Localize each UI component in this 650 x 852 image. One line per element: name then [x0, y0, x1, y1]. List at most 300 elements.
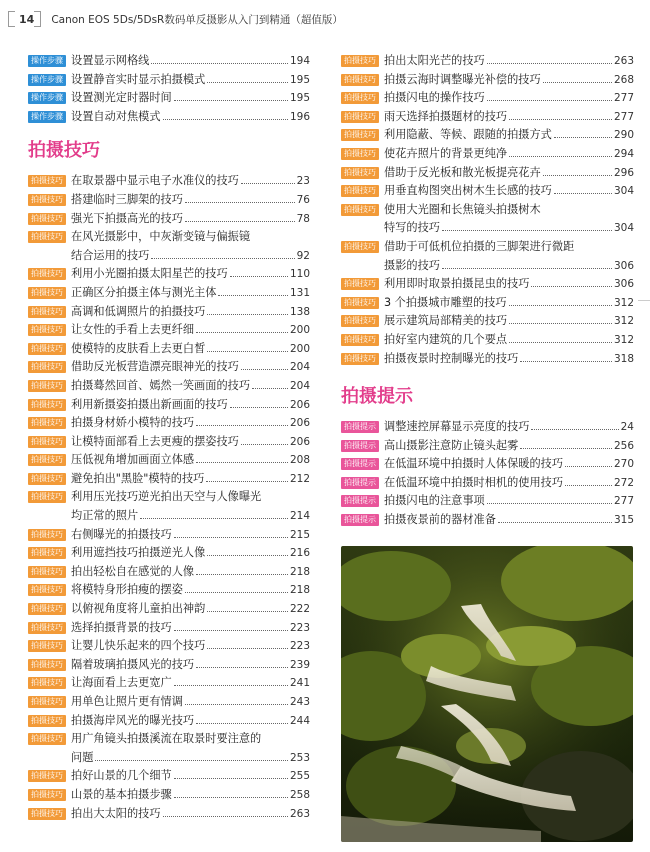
page-ref: 206 — [289, 435, 310, 448]
category-tag: 拍摄技巧 — [341, 167, 379, 179]
entry-text — [71, 656, 310, 675]
page-ref: 312 — [613, 333, 634, 346]
entry-title: 拍摄身材娇小模特的技巧 — [71, 416, 195, 430]
entry-title: 利用遮挡技巧拍摄逆光人像 — [71, 546, 206, 560]
toc-entry[interactable] — [28, 108, 310, 127]
toc-entry[interactable] — [341, 350, 634, 369]
toc-entry[interactable] — [28, 730, 310, 767]
entry-title: 山景的基本拍摄步骤 — [71, 787, 172, 801]
category-tag: 拍摄技巧 — [341, 92, 379, 104]
entry-text — [71, 191, 310, 210]
page-ref: 290 — [613, 129, 634, 142]
toc-entry[interactable] — [28, 656, 310, 675]
waterfall-photo — [341, 546, 633, 842]
entry-title: 右侧曝光的拍摄技巧 — [71, 527, 172, 541]
toc-entry[interactable] — [28, 321, 310, 340]
entry-text — [71, 414, 310, 433]
entry-text — [384, 418, 634, 437]
entry-text — [71, 786, 310, 805]
toc-entry[interactable] — [28, 693, 310, 712]
shooting-notes-list — [341, 418, 634, 530]
page-ref: 256 — [613, 439, 634, 452]
dot-leader — [196, 452, 288, 463]
entry-title: 拍出太阳光芒的技巧 — [384, 54, 485, 67]
dot-leader — [207, 545, 288, 556]
entry-text — [71, 340, 310, 359]
entry-title: 让海面看上去更宽广 — [71, 676, 172, 690]
entry-text — [71, 377, 310, 396]
toc-entry[interactable] — [341, 164, 634, 183]
entry-text — [71, 637, 310, 656]
page-ref: 215 — [289, 528, 310, 541]
entry-title: 设置自动对焦模式 — [71, 109, 161, 123]
entry-title: 压低视角增加画面立体感 — [71, 453, 195, 467]
toc-entry[interactable] — [28, 52, 310, 71]
dot-leader — [207, 601, 288, 612]
toc-entry[interactable] — [28, 581, 310, 600]
dot-leader — [509, 332, 612, 343]
page-ref: 194 — [289, 55, 310, 67]
toc-entry[interactable] — [28, 210, 310, 229]
toc-entry[interactable] — [28, 767, 310, 786]
toc-entry[interactable] — [28, 488, 310, 525]
entry-text — [384, 331, 634, 350]
entry-title: 雨天选择拍摄题材的技巧 — [384, 109, 508, 123]
toc-entry[interactable] — [28, 377, 310, 396]
dot-leader — [207, 304, 288, 315]
toc-entry[interactable] — [28, 544, 310, 563]
entry-text — [71, 303, 310, 322]
toc-entry[interactable] — [28, 712, 310, 731]
entry-title: 拍好山景的几个细节 — [71, 769, 172, 783]
entry-text — [71, 563, 310, 582]
dot-leader — [531, 276, 612, 287]
entry-text — [384, 108, 634, 127]
entry-title: 利用压光技巧逆光拍出天空与人像曝光 — [71, 490, 262, 504]
category-tag: 拍摄技巧 — [28, 715, 66, 727]
page-ref: 304 — [613, 222, 634, 235]
operation-steps-list — [28, 52, 310, 126]
entry-text — [384, 238, 634, 275]
dot-leader — [207, 341, 288, 352]
entry-title: 展示建筑局部精美的技巧 — [384, 314, 508, 328]
category-tag: 拍摄技巧 — [341, 241, 379, 253]
page-ref: 241 — [289, 677, 310, 690]
entry-text — [71, 730, 310, 767]
category-tag: 拍摄提示 — [341, 495, 379, 507]
entry-title: 将模特身形拍瘦的摆姿 — [71, 583, 183, 597]
page-ref: 304 — [613, 185, 634, 198]
entry-title: 使模特的皮肤看上去更白皙 — [71, 341, 206, 355]
dot-leader — [185, 694, 288, 705]
entry-text — [384, 182, 634, 201]
page-ref: 277 — [613, 495, 634, 508]
toc-entry[interactable] — [28, 303, 310, 322]
entry-text — [71, 89, 310, 108]
entry-title: 借助于反光板和散光板提亮花卉 — [384, 165, 541, 179]
page-ref: 212 — [289, 472, 310, 485]
entry-text — [71, 433, 310, 452]
category-tag: 拍摄提示 — [341, 440, 379, 452]
category-tag: 拍摄技巧 — [28, 454, 66, 466]
entry-title: 拍摄蓦然回首、嫣然一笑画面的技巧 — [71, 378, 251, 392]
entry-title: 让婴儿快乐起来的四个技巧 — [71, 639, 206, 653]
entry-text — [71, 210, 310, 229]
entry-text — [384, 437, 634, 456]
category-tag: 拍摄技巧 — [28, 603, 66, 615]
dot-leader — [218, 285, 288, 296]
page-ref: 255 — [289, 770, 310, 783]
dot-leader — [174, 768, 288, 779]
entry-title: 选择拍摄背景的技巧 — [71, 620, 172, 634]
entry-title: 借助于可低机位拍摄的三脚架进行微距 — [384, 239, 575, 253]
entry-title: 让女性的手看上去更纤细 — [71, 323, 195, 337]
toc-entry[interactable] — [28, 265, 310, 284]
category-tag: 拍摄技巧 — [28, 659, 66, 671]
page-ref: 272 — [613, 476, 634, 489]
entry-title: 在低温环境中拍摄时相机的使用技巧 — [384, 475, 564, 489]
dot-leader — [509, 295, 612, 306]
entry-title: 利用小光圈拍摄太阳星芒的技巧 — [71, 267, 228, 281]
toc-entry[interactable] — [341, 492, 634, 511]
page-ref: 110 — [289, 268, 310, 281]
category-tag: 拍摄提示 — [341, 477, 379, 489]
category-tag: 操作步骤 — [28, 111, 66, 123]
entry-text — [384, 455, 634, 474]
entry-text — [71, 321, 310, 340]
toc-entry[interactable] — [341, 238, 634, 275]
entry-title: 正确区分拍摄主体与测光主体 — [71, 285, 217, 299]
category-tag: 操作步骤 — [28, 74, 66, 86]
category-tag: 拍摄技巧 — [28, 584, 66, 596]
toc-entry[interactable] — [341, 474, 634, 493]
entry-text — [71, 544, 310, 563]
dot-leader — [207, 638, 288, 649]
entry-title: 高山摄影注意防止镜头起雾 — [384, 438, 519, 452]
toc-entry[interactable] — [28, 71, 310, 90]
page-ref: 244 — [289, 714, 310, 727]
dot-leader — [252, 378, 288, 389]
category-tag: 拍摄技巧 — [28, 324, 66, 336]
entry-title: 避免拍出"黑脸"模特的技巧 — [71, 471, 205, 485]
entry-text — [384, 164, 634, 183]
entry-title: 以俯视角度将儿童拍出神韵 — [71, 602, 206, 616]
category-tag: 拍摄技巧 — [28, 770, 66, 782]
page-ref: 195 — [289, 92, 310, 105]
category-tag: 拍摄技巧 — [28, 417, 66, 429]
toc-entry[interactable] — [28, 284, 310, 303]
page-ref: 24 — [620, 421, 634, 434]
entry-title: 拍好室内建筑的几个要点 — [384, 332, 508, 346]
category-tag: 拍摄技巧 — [28, 808, 66, 820]
toc-entry[interactable] — [341, 294, 634, 313]
category-tag: 拍摄技巧 — [28, 380, 66, 392]
toc-entry[interactable] — [341, 108, 634, 127]
dot-leader — [185, 211, 295, 222]
dot-leader — [207, 72, 288, 83]
toc-entry[interactable] — [28, 786, 310, 805]
dot-leader — [185, 582, 288, 593]
dot-leader — [554, 183, 612, 194]
dot-leader — [230, 397, 288, 408]
toc-entry[interactable] — [28, 805, 310, 824]
entry-title: 强光下拍摄高光的技巧 — [71, 211, 183, 225]
page-ref: 138 — [289, 305, 310, 318]
page-ref: 294 — [613, 147, 634, 160]
category-tag: 操作步骤 — [28, 92, 66, 104]
left-column — [28, 52, 310, 823]
toc-entry[interactable] — [28, 674, 310, 693]
dot-leader — [196, 564, 288, 575]
dot-leader — [565, 456, 612, 467]
toc-entry[interactable] — [341, 89, 634, 108]
entry-title: 拍出大太阳的技巧 — [71, 806, 161, 820]
category-tag: 拍摄技巧 — [28, 622, 66, 634]
dot-leader — [196, 713, 288, 724]
category-tag: 拍摄技巧 — [341, 315, 379, 327]
entry-title: 在风光摄影中，中灰渐变镜与偏振镜 — [71, 230, 251, 244]
entry-text — [71, 526, 310, 545]
category-tag: 拍摄技巧 — [28, 473, 66, 485]
dot-leader — [487, 493, 612, 504]
toc-entry[interactable] — [28, 433, 310, 452]
entry-title: 用垂直构图突出树木生长感的技巧 — [384, 184, 552, 198]
toc-entry[interactable] — [28, 526, 310, 545]
entry-title: 让模特面部看上去更瘦的摆姿技巧 — [71, 434, 239, 448]
dot-leader — [174, 527, 288, 538]
toc-entry[interactable] — [28, 619, 310, 638]
category-tag: 拍摄技巧 — [28, 399, 66, 411]
toc-entry[interactable] — [341, 145, 634, 164]
page-ref: 206 — [289, 398, 310, 411]
dot-leader — [95, 750, 288, 761]
book-title: Canon EOS 5Ds/5DsR数码单反摄影从入门到精通（超值版） — [51, 13, 343, 26]
page-ref: 306 — [613, 259, 634, 272]
dot-leader — [487, 90, 612, 101]
category-tag: 拍摄技巧 — [341, 278, 379, 290]
category-tag: 操作步骤 — [28, 55, 66, 67]
category-tag: 拍摄技巧 — [28, 343, 66, 355]
entry-title: 拍摄海岸风光的曝光技巧 — [71, 713, 195, 727]
category-tag: 拍摄技巧 — [341, 204, 379, 216]
page-ref: 318 — [613, 352, 634, 365]
toc-entry[interactable] — [28, 563, 310, 582]
entry-title-continued: 特写的技巧 — [384, 221, 440, 235]
category-tag: 拍摄技巧 — [341, 297, 379, 309]
toc-entry[interactable] — [28, 358, 310, 377]
dot-leader — [498, 512, 612, 523]
toc-entry[interactable] — [341, 511, 634, 530]
page-ref: 277 — [613, 110, 634, 123]
entry-text — [71, 52, 310, 71]
toc-entry[interactable] — [341, 126, 634, 145]
dot-leader — [196, 322, 288, 333]
toc-entry[interactable] — [341, 418, 634, 437]
page-ref: 218 — [289, 565, 310, 578]
category-tag: 拍摄技巧 — [341, 55, 379, 67]
entry-text — [71, 396, 310, 415]
page-ref: 263 — [289, 807, 310, 820]
category-tag: 拍摄技巧 — [28, 287, 66, 299]
page-ref: 195 — [289, 73, 310, 86]
page-ref: 204 — [289, 379, 310, 392]
dot-leader — [174, 620, 288, 631]
entry-text — [71, 488, 310, 525]
toc-entry[interactable] — [28, 228, 310, 265]
dot-leader — [241, 359, 288, 370]
entry-text — [71, 693, 310, 712]
entry-title: 用广角镜头拍摄溪流在取景时要注意的 — [71, 732, 262, 746]
dot-leader — [241, 173, 295, 184]
entry-title: 设置静音实时显示拍摄模式 — [71, 72, 206, 86]
page-ref: 268 — [613, 73, 634, 86]
right-column — [341, 52, 634, 530]
dot-leader — [241, 434, 288, 445]
page-ref: 258 — [289, 788, 310, 801]
entry-title: 拍出轻松自在感觉的人像 — [71, 564, 195, 578]
entry-text — [384, 492, 634, 511]
page-ref: 222 — [289, 603, 310, 616]
bracket-right-decoration — [34, 11, 41, 27]
toc-entry[interactable] — [28, 637, 310, 656]
shooting-tips-list-continued — [341, 52, 634, 368]
page-ref: 270 — [613, 458, 634, 471]
entry-title: 利用即时取景拍摄昆虫的技巧 — [384, 277, 530, 291]
page-ref: 196 — [289, 110, 310, 123]
entry-text — [71, 228, 310, 265]
toc-entry[interactable] — [28, 340, 310, 359]
category-tag: 拍摄技巧 — [28, 696, 66, 708]
toc-entry[interactable] — [28, 89, 310, 108]
entry-text — [71, 581, 310, 600]
category-tag: 拍摄技巧 — [28, 213, 66, 225]
entry-text — [384, 71, 634, 90]
dot-leader — [509, 313, 612, 324]
dot-leader — [565, 475, 612, 486]
page-ref: 277 — [613, 92, 634, 105]
entry-title: 拍摄夜景前的器材准备 — [384, 513, 496, 527]
category-tag: 拍摄技巧 — [28, 436, 66, 448]
page-ref: 78 — [296, 212, 310, 225]
toc-entry[interactable] — [341, 331, 634, 350]
toc-entry[interactable] — [341, 437, 634, 456]
entry-text — [71, 358, 310, 377]
page-ref: 306 — [613, 278, 634, 291]
entry-title: 拍摄夜景时控制曝光的技巧 — [384, 351, 519, 365]
dot-leader — [520, 438, 612, 449]
category-tag: 拍摄技巧 — [28, 547, 66, 559]
page-ref: 312 — [613, 296, 634, 309]
toc-entry[interactable] — [341, 312, 634, 331]
entry-title: 设置显示网格线 — [71, 54, 150, 67]
category-tag: 拍摄提示 — [341, 458, 379, 470]
dot-leader — [442, 220, 612, 231]
shooting-tips-list — [28, 172, 310, 823]
category-tag: 拍摄技巧 — [28, 194, 66, 206]
entry-title: 3 个拍摄城市雕塑的技巧 — [384, 295, 507, 309]
page-ref: 76 — [296, 193, 310, 206]
page-ref: 243 — [289, 696, 310, 708]
entry-title: 调整速控屏幕显示亮度的技巧 — [384, 420, 530, 434]
entry-title: 借助反光板营造漂亮眼神光的技巧 — [71, 360, 239, 374]
toc-entry[interactable] — [341, 52, 634, 71]
entry-title-continued: 结合运用的技巧 — [71, 248, 150, 262]
category-tag: 拍摄技巧 — [28, 175, 66, 187]
category-tag: 拍摄技巧 — [28, 640, 66, 652]
dot-leader — [196, 657, 288, 668]
page-ref: 312 — [613, 315, 634, 328]
dot-leader — [196, 415, 288, 426]
page-ref: 23 — [296, 175, 310, 188]
category-tag: 拍摄技巧 — [341, 185, 379, 197]
entry-title-continued: 摄影的技巧 — [384, 258, 440, 272]
entry-text — [384, 294, 634, 313]
category-tag: 拍摄技巧 — [28, 491, 66, 503]
category-tag: 拍摄技巧 — [341, 148, 379, 160]
category-tag: 拍摄技巧 — [341, 334, 379, 346]
page-ref: 315 — [613, 514, 634, 527]
entry-text — [71, 265, 310, 284]
entry-text — [384, 52, 634, 71]
category-tag: 拍摄技巧 — [341, 74, 379, 86]
page-ref: 131 — [289, 286, 310, 299]
entry-title: 利用隐蔽、等候、跟随的拍摄方式 — [384, 128, 552, 142]
toc-entry[interactable] — [28, 470, 310, 489]
dot-leader — [163, 806, 288, 817]
entry-title: 拍摄闪电的注意事项 — [384, 494, 485, 508]
toc-entry[interactable] — [28, 600, 310, 619]
toc-entry[interactable] — [341, 275, 634, 294]
toc-entry[interactable] — [28, 396, 310, 415]
page-ref: 296 — [613, 166, 634, 179]
dot-leader — [206, 471, 288, 482]
entry-title: 拍摄闪电的操作技巧 — [384, 91, 485, 105]
toc-entry[interactable] — [341, 455, 634, 474]
entry-text — [384, 275, 634, 294]
entry-text — [384, 312, 634, 331]
dot-leader — [151, 53, 288, 64]
entry-title: 利用新摄姿拍摄出新画面的技巧 — [71, 397, 228, 411]
entry-title: 高调和低调照片的拍摄技巧 — [71, 304, 206, 318]
toc-entry[interactable] — [341, 71, 634, 90]
page-ref: 218 — [289, 584, 310, 597]
entry-text — [71, 451, 310, 470]
dot-leader — [543, 72, 612, 83]
dot-leader — [174, 90, 288, 101]
margin-mark — [638, 300, 650, 301]
entry-text — [71, 619, 310, 638]
entry-text — [71, 172, 310, 191]
toc-entry[interactable] — [28, 191, 310, 210]
entry-text — [71, 674, 310, 693]
entry-title: 在取景器中显示电子水准仪的技巧 — [71, 174, 239, 188]
toc-entry[interactable] — [28, 414, 310, 433]
toc-entry[interactable] — [28, 172, 310, 191]
toc-entry[interactable] — [28, 451, 310, 470]
dot-leader — [185, 192, 295, 203]
category-tag: 拍摄技巧 — [28, 361, 66, 373]
page-ref: 200 — [289, 342, 310, 355]
dot-leader — [509, 109, 612, 120]
page-ref: 206 — [289, 417, 310, 430]
entry-title-continued: 问题 — [71, 750, 94, 764]
toc-entry[interactable] — [341, 201, 634, 238]
entry-title: 用单色让照片更有情调 — [71, 695, 183, 708]
category-tag: 拍摄技巧 — [28, 306, 66, 318]
entry-text — [71, 108, 310, 127]
entry-title: 搭建临时三脚架的技巧 — [71, 192, 183, 206]
toc-entry[interactable] — [341, 182, 634, 201]
